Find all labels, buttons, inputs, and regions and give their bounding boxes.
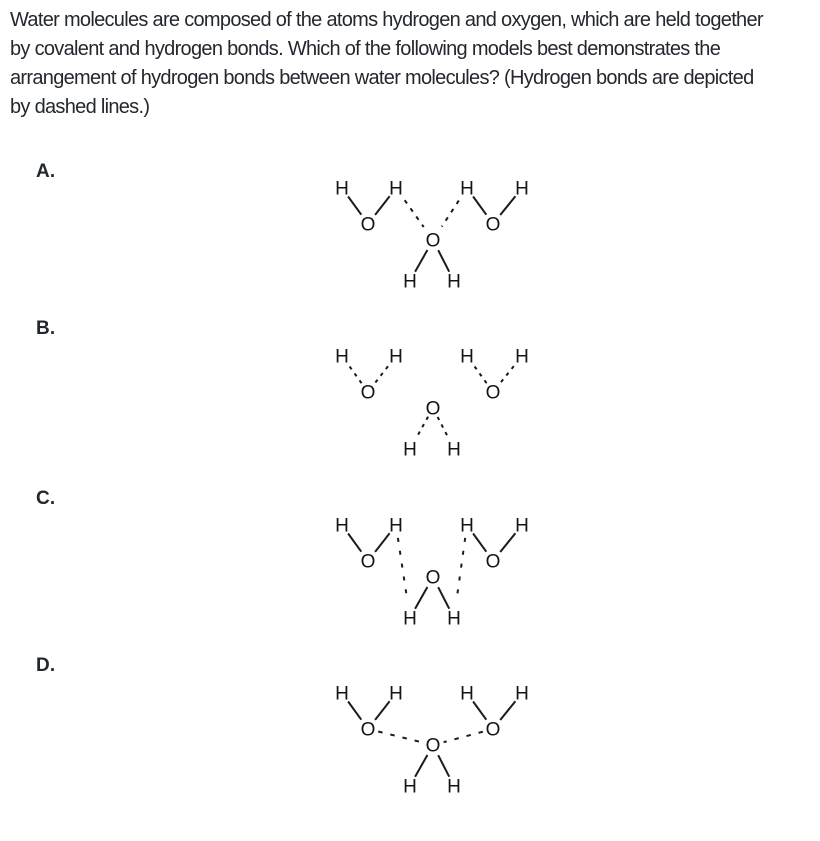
atom-label-o1: O (360, 551, 376, 573)
covalent-bond-h3-o2 (473, 197, 486, 215)
atom-label-h1: H (335, 178, 349, 200)
atom-label-h1: H (335, 515, 349, 537)
hydrogen-bond-o1-o3 (378, 732, 422, 743)
atom-label-o1: O (360, 214, 376, 236)
covalent-bond-h4-o2 (500, 196, 515, 215)
hydrogen-bond-o3-h5 (416, 417, 428, 438)
covalent-bond-h4-o2 (500, 701, 515, 720)
hydrogen-bond-h3-o2 (475, 367, 488, 384)
hydrogen-bond-h2-o3 (405, 200, 424, 227)
question-line-1: Water molecules are composed of the atoms hydrogen and oxygen, which are held together (10, 9, 763, 31)
atom-label-o3: O (425, 735, 441, 757)
atom-label-h6: H (447, 608, 461, 630)
covalent-bond-h3-o2 (473, 534, 486, 552)
covalent-bond-o3-h6 (438, 755, 449, 777)
atom-label-h6: H (447, 439, 461, 461)
atom-label-h3: H (460, 515, 474, 537)
covalent-bond-o3-h5 (415, 587, 427, 609)
atom-label-o2: O (485, 214, 501, 236)
covalent-bond-h4-o2 (500, 533, 515, 552)
covalent-bond-o3-h6 (438, 250, 449, 272)
covalent-bond-h1-o1 (348, 197, 361, 215)
atom-label-h6: H (447, 271, 461, 293)
atom-label-h5: H (403, 776, 417, 798)
covalent-bond-h1-o1 (348, 534, 361, 552)
atom-label-o3: O (425, 567, 441, 589)
covalent-bond-h1-o1 (348, 702, 361, 720)
covalent-bond-o3-h6 (438, 587, 449, 609)
covalent-bond-o3-h5 (415, 755, 427, 777)
molecule-diagram-d (330, 683, 540, 801)
option-a[interactable] (0, 161, 820, 311)
option-b-label: B. (36, 318, 56, 339)
hydrogen-bond-o2-o3 (444, 732, 483, 743)
question-line-4: by dashed lines.) (10, 96, 150, 118)
atom-label-o2: O (485, 551, 501, 573)
atom-label-o2: O (485, 382, 501, 404)
atom-label-h3: H (460, 346, 474, 368)
atom-label-h2: H (389, 683, 403, 705)
hydrogen-bond-h3-h6 (457, 538, 465, 598)
atom-label-h6: H (447, 776, 461, 798)
option-b[interactable] (0, 318, 820, 468)
hydrogen-bond-o3-h6 (438, 417, 449, 438)
atom-label-h3: H (460, 178, 474, 200)
covalent-bond-h2-o1 (375, 533, 390, 552)
hydrogen-bond-h2-o1 (374, 366, 388, 384)
covalent-bond-o3-h5 (415, 250, 427, 272)
hydrogen-bond-h4-o2 (499, 366, 514, 384)
option-c[interactable] (0, 488, 820, 638)
atom-label-h4: H (515, 178, 529, 200)
molecule-diagram-c (330, 515, 540, 633)
option-d[interactable] (0, 655, 820, 805)
option-a-label: A. (36, 161, 56, 182)
atom-label-h1: H (335, 683, 349, 705)
covalent-bond-h2-o1 (375, 196, 390, 215)
atom-label-h1: H (335, 346, 349, 368)
atom-label-o2: O (485, 719, 501, 741)
covalent-bond-h3-o2 (473, 702, 486, 720)
atom-label-h2: H (389, 178, 403, 200)
atom-label-h4: H (515, 346, 529, 368)
atom-label-h4: H (515, 515, 529, 537)
molecule-diagram-b (330, 346, 540, 464)
atom-label-o3: O (425, 398, 441, 420)
molecule-diagram-a (330, 178, 540, 296)
hydrogen-bond-h3-o3 (442, 201, 459, 227)
atom-label-h3: H (460, 683, 474, 705)
covalent-bond-h2-o1 (375, 701, 390, 720)
question-line-2: by covalent and hydrogen bonds. Which of the following models best demonstrates the (10, 38, 721, 60)
atom-label-h2: H (389, 346, 403, 368)
atom-label-o1: O (360, 719, 376, 741)
option-c-label: C. (36, 488, 56, 509)
atom-label-h5: H (403, 439, 417, 461)
atom-label-h2: H (389, 515, 403, 537)
atom-label-h5: H (403, 271, 417, 293)
hydrogen-bond-h2-h5 (398, 538, 407, 598)
atom-label-h5: H (403, 608, 417, 630)
question-text (10, 6, 814, 122)
atom-label-o1: O (360, 382, 376, 404)
atom-label-o3: O (425, 230, 441, 252)
question-line-3: arrangement of hydrogen bonds between water molecules? (Hydrogen bonds are depicted (10, 67, 754, 89)
option-d-label: D. (36, 655, 56, 676)
atom-label-h4: H (515, 683, 529, 705)
hydrogen-bond-h1-o1 (350, 367, 363, 384)
